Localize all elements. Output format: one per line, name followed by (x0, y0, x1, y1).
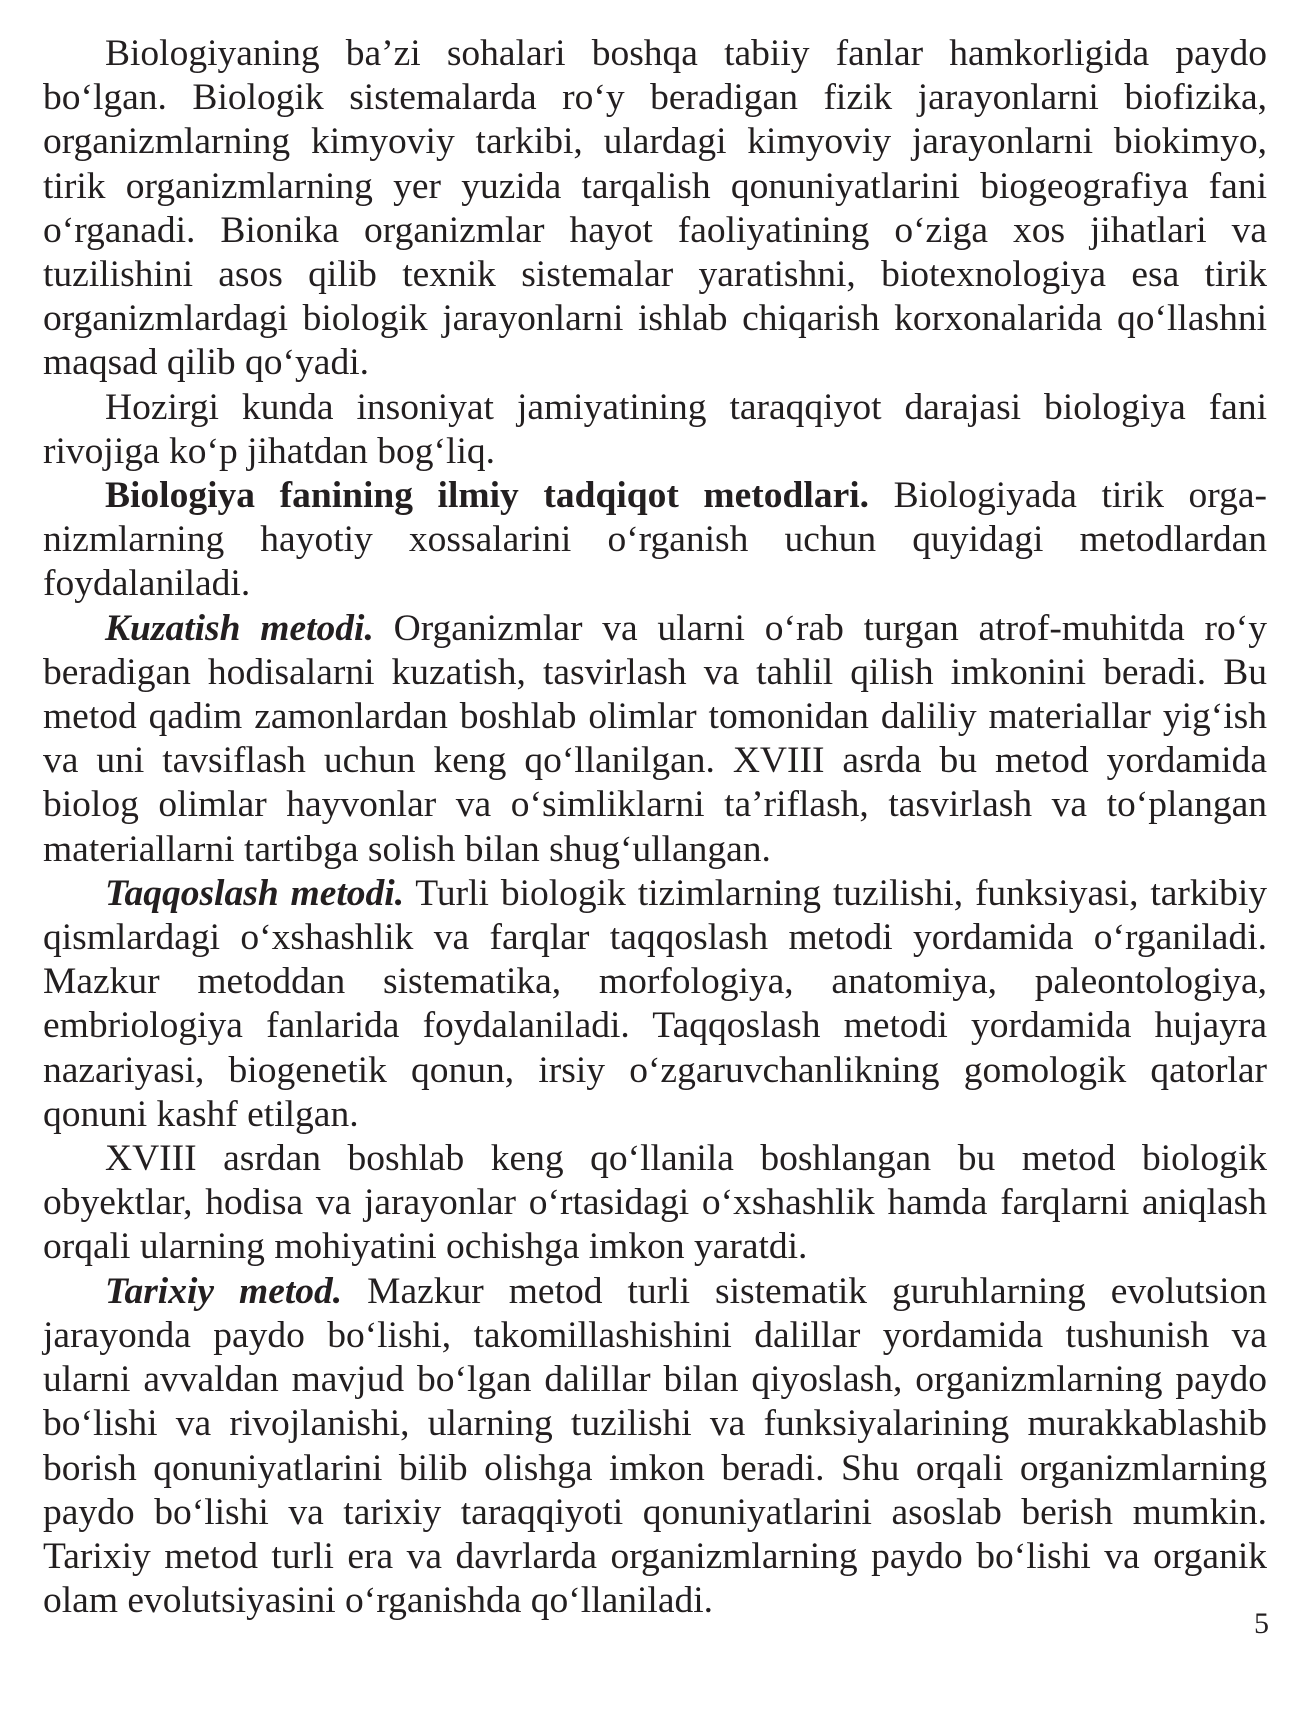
page-number: 5 (1254, 1607, 1269, 1640)
paragraph-text: Hozirgi kunda insoniyat jamiyatining taraqqiyot darajasi biologiya fani rivojiga ko‘p jihatdan bog‘liq. (43, 386, 1267, 472)
section-heading: Biologiya fanining ilmiy tadqiqot metodlari. (105, 475, 870, 517)
paragraph-taqqoslash-metodi (43, 872, 1267, 1137)
paragraph-xviii-asrdan (43, 1137, 1267, 1270)
paragraph-text: XVIII asrdan boshlab keng qo‘llanila boshlangan bu metod biologik obyektlar, hodisa va jarayonlar o‘rtasidagi o‘xshashlik hamda farqlarni aniqlash orqali ularning mohiyatini ochishga imkon yaratdi. (43, 1138, 1267, 1268)
paragraph-hozirgi-kunda (43, 386, 1267, 474)
page-body (43, 32, 1267, 1623)
paragraph-text: Turli biologik tizimlarning tuzilishi, funksiyasi, tarkibiy qismlardagi o‘xshashlik va farqlar taqqoslash metodi yordamida o‘rganiladi. Mazkur metoddan sistematika, morfologiya, anatomiya, paleontologiya, embriologiya fanlarida foydalaniladi. Taqqoslash metodi yordamida hujayra nazariyasi, biogenetik qonun, irsiy o‘zgaruvchanlikning gomologik qatorlar qonuni kashf etilgan. (43, 872, 1267, 1135)
paragraph-text: Biologiyada tirik organizmlarning hayotiy xossalarini o‘rganish uchun quyidagi metodlardan foydalaniladi. (43, 475, 1267, 605)
paragraph-text: Mazkur metod turli sistematik guruhlarning evolutsion jarayonda paydo bo‘lishi, takomillashishini dalillar yordamida tushunish va ularni avvaldan mavjud bo‘lgan dalillar bilan qiyoslash, organizmlarning paydo bo‘lishi va rivojlanishi, ularning tuzilishi va funksiyalarining murakkablashib borish qonuniyatlarini bilib olishga imkon beradi. Shu orqali organizmlarning paydo bo‘lishi va tarixiy taraqqiyoti qonuniyatlarini asoslab berish mumkin. Tarixiy metod turli era va davrlarda organizmlarning paydo bo‘lishi va organik olam evolutsiyasini o‘rganishda qo‘llaniladi. (43, 1270, 1267, 1622)
method-heading: Tarixiy metod. (105, 1270, 343, 1312)
paragraph-text: Organizmlar va ularni o‘rab turgan atrof-muhitda ro‘y beradigan hodisalarni kuzatish, tasvirlash va tahlil qilish imkonini beradi. Bu metod qadim zamonlardan boshlab olimlar tomonidan daliliy materiallar yig‘ish va uni tavsiflash uchun keng qo‘llanilgan. XVIII asrda bu metod yordamida biolog olimlar hayvonlar va o‘simliklarni ta’riflash, tasvirlash va to‘plangan materiallarni tartibga solish bilan shug‘ullangan. (43, 607, 1267, 870)
paragraph-tadqiqot-metodlari (43, 474, 1267, 607)
paragraph-sohalari (43, 32, 1267, 386)
method-heading: Kuzatish metodi. (105, 607, 374, 649)
paragraph-text: Biologiyaning ba’zi sohalari boshqa tabiiy fanlar hamkorligida paydo bo‘lgan. Biologik sistemalarda ro‘y beradigan fizik jarayonlarni biofizika, organizmlarning kimyoviy tarkibi, ulardagi kimyoviy jarayonlarni biokimyo, tirik organizmlarning yer yuzida tarqalish qonuniyatlarini biogeografiya fani o‘rganadi. Bionika organizmlar hayot faoliyatining o‘ziga xos jihatlari va tuzilishini asos qilib texnik sistemalar yaratishni, biotexnologiya esa tirik organizmlardagi biologik jarayonlarni ishlab chiqarish korxonalarida qo‘llashni maqsad qilib qo‘yadi. (43, 33, 1267, 384)
paragraph-kuzatish-metodi (43, 607, 1267, 872)
method-heading: Taqqoslash metodi. (105, 872, 405, 914)
paragraph-tarixiy-metod (43, 1270, 1267, 1624)
